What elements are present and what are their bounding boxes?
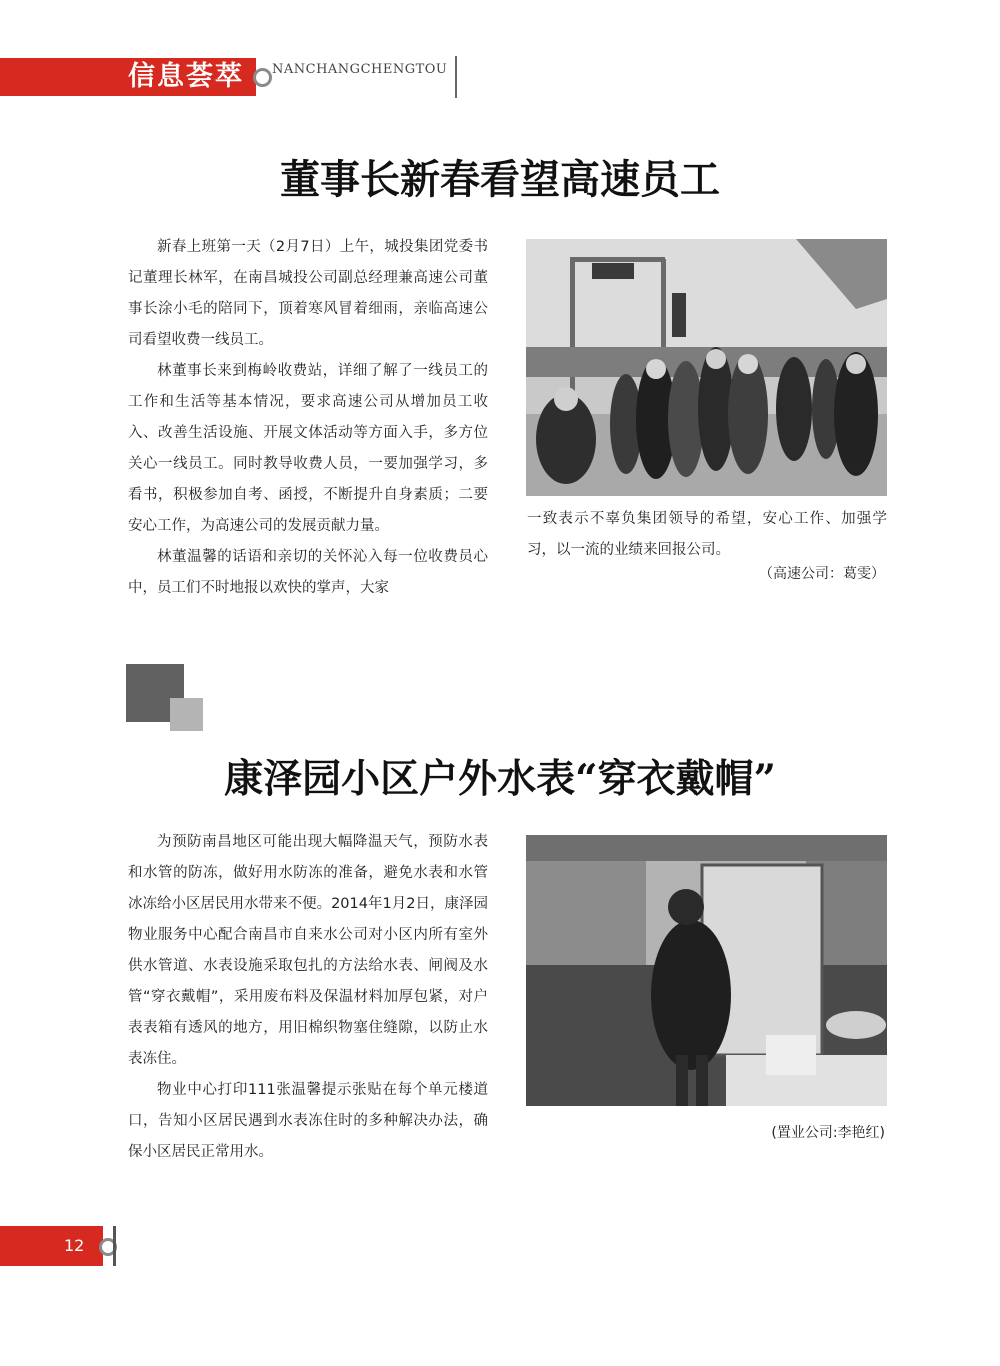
article1-photo — [526, 239, 887, 496]
publication-name: NANCHANGCHENGTOU — [272, 62, 448, 77]
header-circle-ornament — [253, 68, 272, 87]
article2-paragraph: 为预防南昌地区可能出现大幅降温天气，预防水表和水管的防冻，做好用水防冻的准备，避免水表和水管冰冻给小区居民用水带来不便。2014年1月2日，康泽园物业服务中心配合南昌市自来水公司对小区内所有室外供水管道、水表设施采取包扎的方法给水表、闸阀及水管“穿衣戴帽”，采用废布料及保温材料加厚包紧，对户表表箱有透风的地方，用旧棉织物塞住缝隙，以防止水表冻住。 — [128, 834, 488, 1067]
article1-paragraph: 林董温馨的话语和亲切的关怀沁入每一位收费员心中，员工们不时地报以欢快的掌声，大家 — [128, 549, 488, 596]
toll-station-photo — [526, 239, 887, 496]
article2-paragraph: 物业中心打印111张温馨提示张贴在每个单元楼道口，告知小区居民遇到水表冻住时的多种解决办法，确保小区居民正常用水。 — [128, 1082, 488, 1160]
article1-paragraph: 林董事长来到梅岭收费站，详细了解了一线员工的工作和生活等基本情况，要求高速公司从增加员工收入、改善生活设施、开展文体活动等方面入手，多方位关心一线员工。同时教导收费人员，一要加强学习，多看书，积极参加自考、函授，不断提升自身素质；二要安心工作，为高速公司的发展贡献力量。 — [128, 363, 488, 534]
article2-credit: (置业公司:李艳红) — [771, 1125, 885, 1141]
header-divider — [455, 56, 457, 98]
footer-divider — [113, 1226, 116, 1266]
article2-body — [128, 827, 488, 1168]
footer-banner — [0, 1226, 103, 1266]
water-meter-photo — [526, 835, 887, 1106]
section-title: 信息荟萃 — [128, 61, 244, 92]
article1-continuation: 一致表示不辜负集团领导的希望，安心工作、加强学习，以一流的业绩来回报公司。 — [527, 511, 887, 558]
article2-title: 康泽园小区户外水表“穿衣戴帽” — [224, 756, 776, 802]
article1-paragraph: 新春上班第一天（2月7日）上午，城投集团党委书记董理长林军，在南昌城投公司副总经理兼高速公司董事长涂小毛的陪同下，顶着寒风冒着细雨，亲临高速公司看望收费一线员工。 — [128, 239, 488, 348]
article1-credit: （高速公司：葛雯） — [759, 566, 885, 582]
article1-title: 董事长新春看望高速员工 — [280, 156, 720, 203]
decorative-square-light — [170, 698, 203, 731]
article2-photo — [526, 835, 887, 1106]
page-number: 12 — [64, 1236, 85, 1255]
article1-body — [128, 232, 488, 604]
